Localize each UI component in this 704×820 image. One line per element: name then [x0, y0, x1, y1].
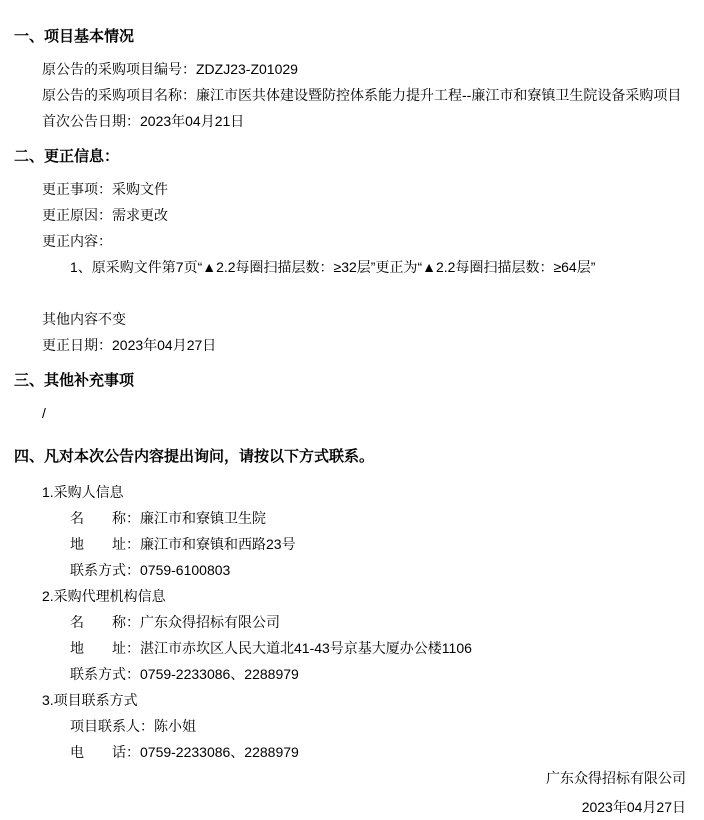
agency-contact	[70, 661, 704, 687]
correction-item: 更正事项：采购文件	[42, 181, 168, 197]
agency-name	[70, 609, 704, 635]
purchaser-contact-value: 0759-6100803	[140, 562, 231, 578]
purchaser-info-title: 1.采购人信息	[42, 484, 124, 500]
project-contact-person-value: 陈小姐	[154, 718, 196, 734]
correction-date: 更正日期：2023年04月27日	[42, 337, 217, 353]
agency-name-value: 广东众得招标有限公司	[140, 614, 280, 630]
agency-address-value: 湛江市赤坎区人民大道北41-43号京基大厦办公楼1106	[140, 640, 472, 656]
purchaser-name-label: 名 称：	[70, 510, 140, 526]
section-basic-info-heading: 一、项目基本情况	[14, 28, 135, 45]
purchaser-contact-label: 联系方式：	[70, 562, 140, 578]
footer-company-name: 广东众得招标有限公司	[546, 770, 686, 786]
project-phone-value: 0759-2233086、2288979	[140, 744, 299, 760]
project-contact-person	[70, 713, 704, 739]
agency-contact-value: 0759-2233086、2288979	[140, 666, 299, 682]
section-contact-heading: 四、凡对本次公告内容提出询问，请按以下方式联系。	[14, 448, 375, 465]
original-project-name: 原公告的采购项目名称：廉江市医共体建设暨防控体系能力提升工程--廉江市和寮镇卫生院设备采购项目	[42, 87, 682, 103]
agency-contact-label: 联系方式：	[70, 666, 140, 682]
section-supplementary-heading: 三、其他补充事项	[14, 372, 135, 389]
correction-detail: 1、原采购文件第7页“▲2.2每圈扫描层数：≥32层”更正为“▲2.2每圈扫描层数：≥64层”	[70, 259, 596, 275]
purchaser-address	[70, 531, 704, 557]
purchaser-contact	[70, 557, 704, 583]
project-phone	[70, 739, 704, 765]
correction-reason: 更正原因：需求更改	[42, 207, 168, 223]
correction-content-label: 更正内容：	[42, 233, 112, 249]
agency-address-label: 地 址：	[70, 640, 140, 656]
project-phone-label: 电 话：	[70, 744, 140, 760]
purchaser-address-value: 廉江市和寮镇和西路23号	[140, 536, 296, 552]
first-announcement-date: 首次公告日期：2023年04月21日	[42, 113, 245, 129]
agency-info-title: 2.采购代理机构信息	[42, 588, 166, 604]
purchaser-address-label: 地 址：	[70, 536, 140, 552]
other-content-note: 其他内容不变	[42, 311, 126, 327]
project-contact-title: 3.项目联系方式	[42, 692, 138, 708]
original-project-number: 原公告的采购项目编号：ZDZJ23-Z01029	[42, 61, 298, 77]
agency-name-label: 名 称：	[70, 614, 140, 630]
project-contact-person-label: 项目联系人：	[70, 718, 154, 734]
purchaser-name-value: 廉江市和寮镇卫生院	[140, 510, 266, 526]
supplementary-content: /	[42, 405, 46, 421]
section-correction-heading: 二、更正信息：	[14, 148, 120, 165]
footer-date: 2023年04月27日	[581, 799, 686, 815]
purchaser-name	[70, 505, 704, 531]
agency-address	[70, 635, 704, 661]
